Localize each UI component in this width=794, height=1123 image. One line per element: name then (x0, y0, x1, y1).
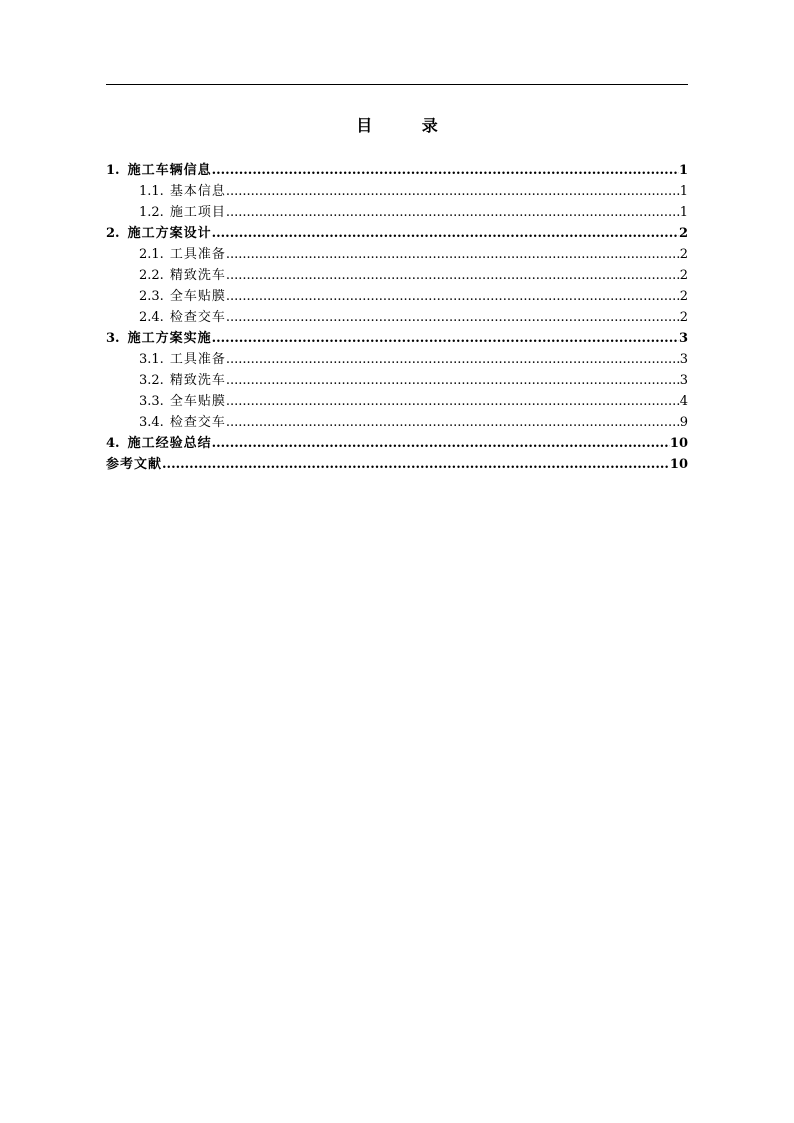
toc-entry-number: 2.3. (139, 289, 164, 304)
toc-entry-number: 3.1. (139, 352, 164, 367)
toc-entry-number: 4. (106, 436, 120, 451)
toc-dot-leader (226, 204, 680, 222)
table-of-contents (106, 159, 688, 474)
toc-entry-page: 9 (679, 415, 688, 430)
toc-entry-number: 1.1. (139, 184, 164, 199)
toc-entry[interactable] (106, 369, 688, 390)
toc-entry[interactable] (106, 285, 688, 306)
toc-entry[interactable] (106, 390, 688, 411)
toc-entry-title: 检查交车 (169, 310, 226, 325)
toc-entry-page: 1 (679, 205, 688, 220)
toc-dot-leader (212, 435, 670, 453)
toc-entry-page: 10 (669, 457, 688, 472)
toc-dot-leader (226, 372, 680, 390)
toc-dot-leader (212, 225, 679, 243)
toc-entry-title: 全车贴膜 (169, 394, 226, 409)
toc-entry[interactable] (106, 222, 688, 243)
toc-entry-page: 10 (669, 436, 688, 451)
toc-entry-title: 施工方案设计 (127, 226, 212, 241)
toc-entry-title: 全车贴膜 (169, 289, 226, 304)
toc-entry[interactable] (106, 201, 688, 222)
toc-entry[interactable] (106, 243, 688, 264)
toc-entry-title: 工具准备 (169, 247, 226, 262)
toc-entry-title: 检查交车 (169, 415, 226, 430)
toc-entry-title: 精致洗车 (169, 268, 226, 283)
toc-entry-number: 3.2. (139, 373, 164, 388)
toc-entry-page: 2 (679, 247, 688, 262)
toc-entry[interactable] (106, 264, 688, 285)
toc-entry-number: 3.4. (139, 415, 164, 430)
toc-entry[interactable] (106, 180, 688, 201)
toc-entry-page: 2 (679, 289, 688, 304)
toc-dot-leader (226, 288, 680, 306)
toc-dot-leader (226, 309, 680, 327)
toc-entry[interactable] (106, 306, 688, 327)
toc-dot-leader (212, 330, 679, 348)
toc-entry-title: 参考文献 (106, 457, 163, 472)
toc-entry-title: 施工车辆信息 (127, 163, 212, 178)
toc-entry-number: 3. (106, 331, 120, 346)
toc-entry-number: 2.1. (139, 247, 164, 262)
toc-entry[interactable] (106, 348, 688, 369)
toc-entry-title: 施工经验总结 (127, 436, 212, 451)
toc-entry-page: 2 (678, 226, 688, 241)
toc-entry-number: 1. (106, 163, 120, 178)
toc-dot-leader (212, 162, 679, 180)
toc-dot-leader (226, 246, 680, 264)
toc-entry-number: 2.4. (139, 310, 164, 325)
toc-entry-title: 精致洗车 (169, 373, 226, 388)
toc-entry[interactable] (106, 453, 688, 474)
toc-entry[interactable] (106, 327, 688, 348)
toc-entry-page: 1 (679, 184, 688, 199)
toc-entry-number: 3.3. (139, 394, 164, 409)
toc-entry-page: 3 (679, 373, 688, 388)
header-rule (106, 84, 688, 85)
toc-entry[interactable] (106, 432, 688, 453)
toc-dot-leader (226, 267, 680, 285)
toc-dot-leader (226, 351, 680, 369)
toc-entry-page: 1 (678, 163, 688, 178)
toc-entry-number: 2. (106, 226, 120, 241)
toc-entry-page: 3 (679, 352, 688, 367)
toc-entry-title: 施工方案实施 (127, 331, 212, 346)
toc-title: 目 录 (356, 116, 460, 135)
toc-entry-page: 2 (679, 310, 688, 325)
toc-entry-page: 3 (678, 331, 688, 346)
toc-entry-title: 基本信息 (169, 184, 226, 199)
toc-entry-page: 2 (679, 268, 688, 283)
toc-entry-title: 施工项目 (169, 205, 226, 220)
toc-entry-number: 1.2. (139, 205, 164, 220)
toc-entry-page: 4 (679, 394, 688, 409)
toc-dot-leader (162, 456, 670, 474)
toc-dot-leader (226, 183, 680, 201)
toc-entry[interactable] (106, 411, 688, 432)
toc-entry-title: 工具准备 (169, 352, 226, 367)
toc-dot-leader (226, 414, 680, 432)
toc-dot-leader (226, 393, 680, 411)
toc-entry-number: 2.2. (139, 268, 164, 283)
toc-entry[interactable] (106, 159, 688, 180)
